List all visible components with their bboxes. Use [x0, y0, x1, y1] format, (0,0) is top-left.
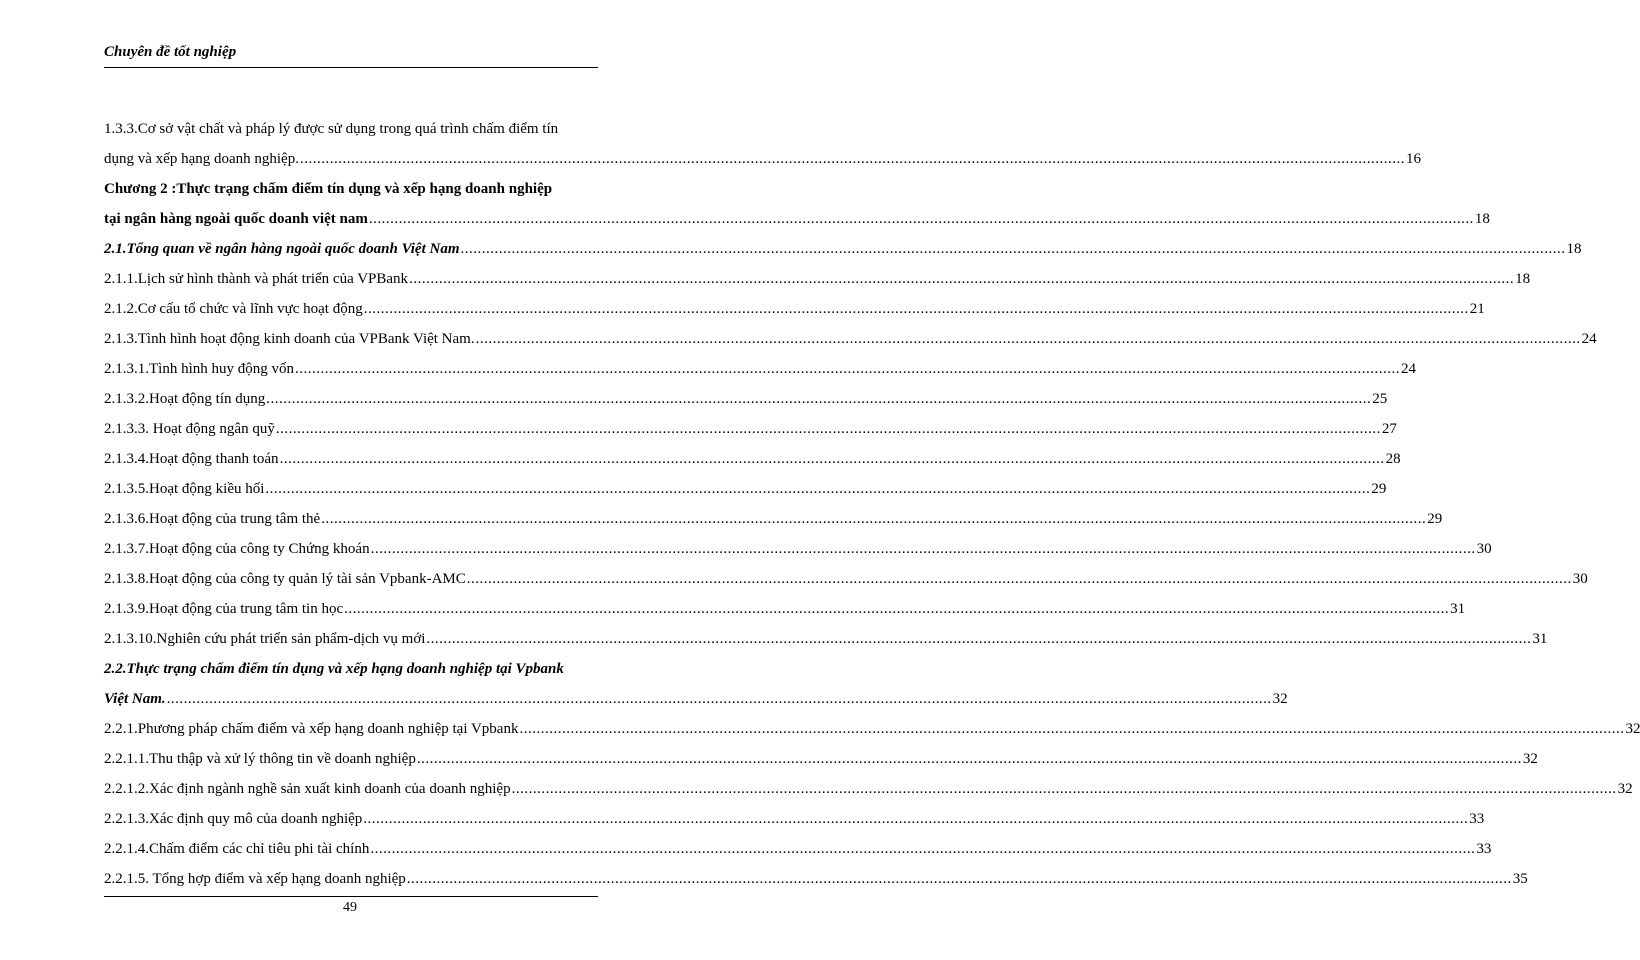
toc-entry-row	[104, 474, 1387, 504]
toc-entry-row	[104, 414, 1397, 444]
dot-leader: ....................................................................................................................................................................................................................................................................	[426, 631, 1532, 647]
dot-leader: ....................................................................................................................................................................................................................................................................	[344, 601, 1450, 617]
page-number: 49	[343, 900, 357, 915]
toc-entry-page: 29	[1427, 511, 1443, 527]
dot-leader: ....................................................................................................................................................................................................................................................................	[368, 211, 1474, 227]
toc-entry	[104, 354, 1416, 384]
toc-entry-page: 33	[1476, 841, 1492, 857]
toc-entry-row	[104, 864, 1528, 894]
toc-entry-title: 2.1.3.10.Nghiên cứu phát triển sản phẩm-dịch vụ mới	[104, 631, 426, 647]
toc-entry-row	[104, 624, 1548, 654]
table-of-contents	[104, 114, 1640, 894]
toc-entry-title: 2.1.3.1.Tình hình huy động vốn	[104, 361, 294, 377]
toc-entry	[104, 324, 1597, 354]
toc-entry	[104, 234, 1582, 264]
toc-entry-row	[104, 594, 1466, 624]
toc-entry-page: 31	[1532, 631, 1548, 647]
toc-entry-title: 2.1.3.Tình hình hoạt động kinh doanh của VPBank Việt Nam.	[104, 331, 475, 347]
dot-leader: ....................................................................................................................................................................................................................................................................	[295, 361, 1400, 377]
toc-entry-row	[104, 804, 1485, 834]
toc-entry-row	[104, 774, 1633, 804]
toc-entry-row	[104, 534, 1492, 564]
toc-entry-title: 2.1.1.Lịch sử hình thành và phát triển của VPBank	[104, 271, 409, 287]
toc-entry	[104, 564, 1588, 594]
toc-entry-row	[104, 384, 1388, 414]
toc-entry-page: 28	[1385, 451, 1401, 467]
toc-entry	[104, 624, 1548, 654]
toc-entry	[104, 114, 1421, 174]
toc-entry-title: 2.1.3.5.Hoạt động kiều hối	[104, 481, 265, 497]
toc-entry-first-line: Chương 2 :Thực trạng chấm điểm tín dụng và xếp hạng doanh nghiệp	[104, 181, 553, 197]
toc-entry-title: 2.1.Tổng quan về ngân hàng ngoài quốc doanh Việt Nam	[104, 241, 460, 257]
dot-leader: ....................................................................................................................................................................................................................................................................	[409, 271, 1515, 287]
toc-entry-title: 2.2.1.1.Thu thập và xử lý thông tin về doanh nghiệp	[104, 751, 416, 767]
dot-leader: ....................................................................................................................................................................................................................................................................	[370, 541, 1476, 557]
toc-entry-row	[104, 444, 1401, 474]
toc-entry-page: 29	[1371, 481, 1387, 497]
toc-entry-title: 2.2.1.4.Chấm điểm các chỉ tiêu phi tài chính	[104, 841, 370, 857]
toc-entry-title: 2.1.3.2.Hoạt động tín dụng	[104, 391, 266, 407]
toc-entry-page: 18	[1474, 211, 1490, 227]
toc-entry-page: 30	[1476, 541, 1492, 557]
toc-entry	[104, 504, 1443, 534]
dot-leader: ....................................................................................................................................................................................................................................................................	[265, 481, 1371, 497]
toc-entry-title: 2.1.3.7.Hoạt động của công ty Chứng khoán	[104, 541, 370, 557]
toc-entry-page: 16	[1405, 151, 1421, 167]
toc-entry	[104, 414, 1397, 444]
toc-entry-page: 32	[1617, 781, 1633, 797]
toc-entry	[104, 834, 1492, 864]
toc-entry-title: 2.2.1.3.Xác định quy mô của doanh nghiệp	[104, 811, 363, 827]
toc-entry	[104, 714, 1640, 744]
toc-entry-row	[104, 684, 1288, 714]
toc-entry-page: 25	[1372, 391, 1388, 407]
dot-leader: ....................................................................................................................................................................................................................................................................	[363, 301, 1469, 317]
toc-entry-title: 2.1.3.9.Hoạt động của trung tâm tin học	[104, 601, 344, 617]
toc-entry	[104, 864, 1528, 894]
toc-entry-title: 2.2.1.5. Tổng hợp điểm và xếp hạng doanh nghiệp	[104, 871, 406, 887]
toc-entry-title: dụng và xếp hạng doanh nghiệp.	[104, 151, 299, 167]
toc-entry-row	[104, 294, 1485, 324]
toc-entry	[104, 654, 1288, 714]
toc-entry-title: 2.1.3.3. Hoạt động ngân quỹ	[104, 421, 275, 437]
toc-entry-title: tại ngân hàng ngoài quốc doanh việt nam	[104, 211, 368, 227]
toc-entry-row	[104, 354, 1416, 384]
dot-leader: ....................................................................................................................................................................................................................................................................	[475, 331, 1581, 347]
dot-leader: ....................................................................................................................................................................................................................................................................	[363, 811, 1469, 827]
dot-leader: ....................................................................................................................................................................................................................................................................	[166, 691, 1272, 707]
toc-entry-page: 32	[1522, 751, 1538, 767]
toc-entry	[104, 174, 1490, 234]
toc-entry-row	[104, 714, 1640, 744]
toc-entry-first-line: 2.2.Thực trạng chấm điểm tín dụng và xếp hạng doanh nghiệp tại Vpbank	[104, 661, 564, 677]
running-header: Chuyên đề tốt nghiệp	[104, 44, 237, 60]
toc-entry	[104, 294, 1485, 324]
toc-entry	[104, 264, 1531, 294]
dot-leader: ....................................................................................................................................................................................................................................................................	[466, 571, 1572, 587]
toc-entry	[104, 744, 1538, 774]
toc-entry-page: 35	[1512, 871, 1528, 887]
dot-leader: ....................................................................................................................................................................................................................................................................	[279, 451, 1385, 467]
toc-entry-title: 2.1.2.Cơ cấu tổ chức và lĩnh vực hoạt động	[104, 301, 363, 317]
toc-entry-title: 2.1.3.6.Hoạt động của trung tâm thẻ	[104, 511, 321, 527]
dot-leader: ....................................................................................................................................................................................................................................................................	[416, 751, 1522, 767]
toc-entry-title: Việt Nam.	[104, 691, 166, 707]
dot-leader: ....................................................................................................................................................................................................................................................................	[299, 151, 1405, 167]
toc-entry-row	[104, 264, 1531, 294]
header-rule	[104, 67, 598, 68]
toc-entry-row	[104, 744, 1538, 774]
toc-entry-page: 27	[1381, 421, 1397, 437]
toc-entry-row	[104, 564, 1588, 594]
toc-entry-row	[104, 204, 1490, 234]
toc-entry-row	[104, 504, 1443, 534]
toc-entry-row	[104, 324, 1597, 354]
toc-entry-title: 2.2.1.2.Xác định ngành nghề sản xuất kinh doanh của doanh nghiệp	[104, 781, 511, 797]
toc-entry-page: 33	[1469, 811, 1485, 827]
toc-entry	[104, 534, 1492, 564]
toc-entry-row	[104, 144, 1421, 174]
dot-leader: ....................................................................................................................................................................................................................................................................	[511, 781, 1617, 797]
toc-entry-page: 24	[1581, 331, 1597, 347]
toc-entry-page: 30	[1572, 571, 1588, 587]
dot-leader: ....................................................................................................................................................................................................................................................................	[370, 841, 1476, 857]
toc-entry	[104, 774, 1633, 804]
toc-entry	[104, 444, 1401, 474]
toc-entry-page: 31	[1450, 601, 1466, 617]
toc-entry-title: 2.1.3.4.Hoạt động thanh toán	[104, 451, 279, 467]
dot-leader: ....................................................................................................................................................................................................................................................................	[519, 721, 1625, 737]
toc-entry-row	[104, 234, 1582, 264]
toc-entry-title: 2.2.1.Phương pháp chấm điểm và xếp hạng doanh nghiệp tại Vpbank	[104, 721, 519, 737]
dot-leader: ....................................................................................................................................................................................................................................................................	[406, 871, 1512, 887]
footer-rule	[104, 896, 598, 897]
toc-entry-page: 32	[1272, 691, 1288, 707]
toc-entry-row	[104, 834, 1492, 864]
toc-entry	[104, 594, 1466, 624]
toc-entry-page: 18	[1515, 271, 1531, 287]
dot-leader: ....................................................................................................................................................................................................................................................................	[275, 421, 1381, 437]
dot-leader: ....................................................................................................................................................................................................................................................................	[266, 391, 1372, 407]
toc-entry	[104, 474, 1387, 504]
toc-entry-first-line: 1.3.3.Cơ sở vật chất và pháp lý được sử dụng trong quá trình chấm điểm tín	[104, 121, 559, 137]
dot-leader: ....................................................................................................................................................................................................................................................................	[321, 511, 1427, 527]
toc-entry-page: 18	[1566, 241, 1582, 257]
toc-entry-page: 21	[1469, 301, 1485, 317]
toc-entry	[104, 384, 1388, 414]
toc-entry-title: 2.1.3.8.Hoạt động của công ty quản lý tài sản Vpbank-AMC	[104, 571, 466, 587]
toc-entry-page: 32	[1625, 721, 1640, 737]
toc-entry	[104, 804, 1485, 834]
dot-leader: ....................................................................................................................................................................................................................................................................	[460, 241, 1566, 257]
toc-entry-page: 24	[1401, 361, 1416, 377]
